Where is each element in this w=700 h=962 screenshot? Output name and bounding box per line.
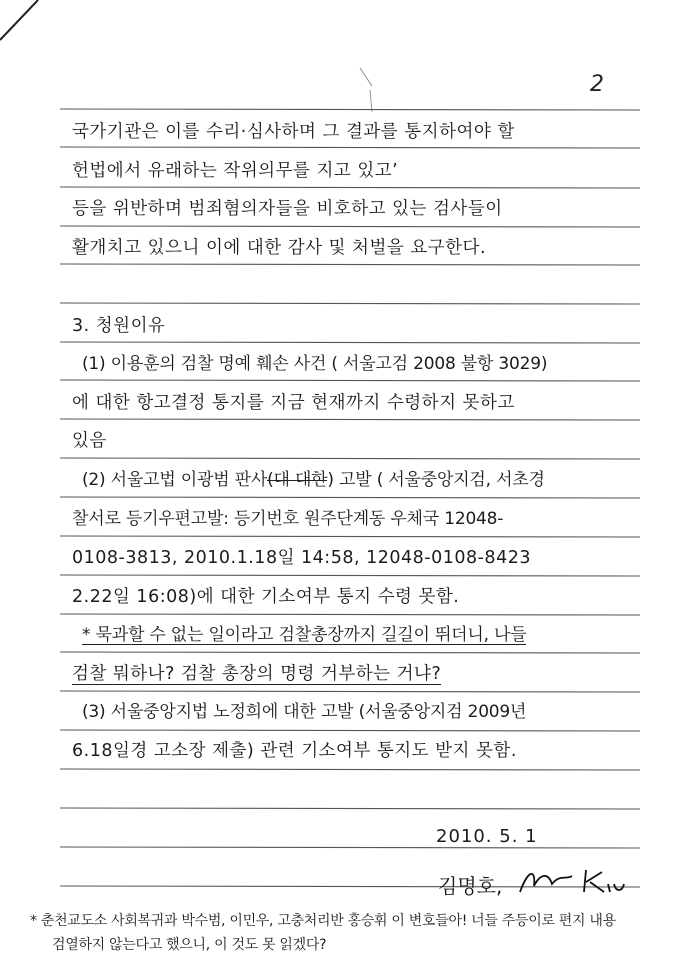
- item2-line-1-after: ) 고발 ( 서울중앙지검, 서초경: [327, 470, 545, 490]
- item2-line-2: 찰서로 등기우편고발: 등기번호 원주단계동 우체국 12048-: [72, 509, 504, 529]
- section-heading: 3. 청원이유: [72, 316, 166, 336]
- item3-line-1: (3) 서울중앙지법 노정희에 대한 고발 (서울중앙지검 2009년: [82, 702, 527, 722]
- item2-line-1: [82, 472, 545, 489]
- body-line-4: 활개치고 있으니 이에 대한 감사 및 처벌을 요구한다.: [72, 238, 487, 258]
- footnote-line-2: 검열하지 않는다고 했으니, 이 것도 못 읽겠다?: [52, 937, 327, 953]
- signature-date: 2010. 5. 1: [436, 826, 538, 847]
- signature-scrawl: [520, 870, 624, 892]
- item1-line-3: 있음: [72, 431, 107, 451]
- item1-line-1: (1) 이용훈의 검찰 명예 훼손 사건 ( 서울고검 2008 불항 3029): [82, 354, 548, 374]
- signer-name: 김명호,: [438, 874, 503, 898]
- page-number: 2: [590, 72, 604, 97]
- body-line-3: 등을 위반하며 범죄혐의자들을 비호하고 있는 검사들이: [72, 199, 503, 219]
- emphasis-line-1: * 묵과할 수 없는 일이라고 검찰총장까지 길길이 뛰더니, 나들: [82, 625, 527, 645]
- emphasis-line-2: 검찰 뭐하나? 검찰 총장의 명령 거부하는 거냐?: [72, 664, 442, 684]
- item2-line-3: 0108-3813, 2010.1.18일 14:58, 12048-0108-8423: [72, 548, 531, 568]
- struck-text: (대 대한: [267, 470, 328, 490]
- item3-line-2: 6.18일경 고소장 제출) 관련 기소여부 통지도 받지 못함.: [72, 741, 517, 761]
- item2-line-4: 2.22일 16:08)에 대한 기소여부 통지 수령 못함.: [72, 587, 460, 607]
- item2-line-1-before: (2) 서울고법 이광범 판사: [82, 470, 268, 490]
- item1-line-2: 에 대한 항고결정 통지를 지금 현재까지 수령하지 못하고: [72, 393, 515, 413]
- footnote-line-1: * 춘천교도소 사회복귀과 박수범, 이민우, 고충처리반 홍승휘 이 변호들아! 너들 주등이로 편지 내용: [30, 913, 616, 929]
- body-line-2: 헌법에서 유래하는 작위의무를 지고 있고’: [72, 161, 399, 181]
- body-line-1: 국가기관은 이를 수리·심사하며 그 결과를 통지하여야 할: [72, 122, 515, 142]
